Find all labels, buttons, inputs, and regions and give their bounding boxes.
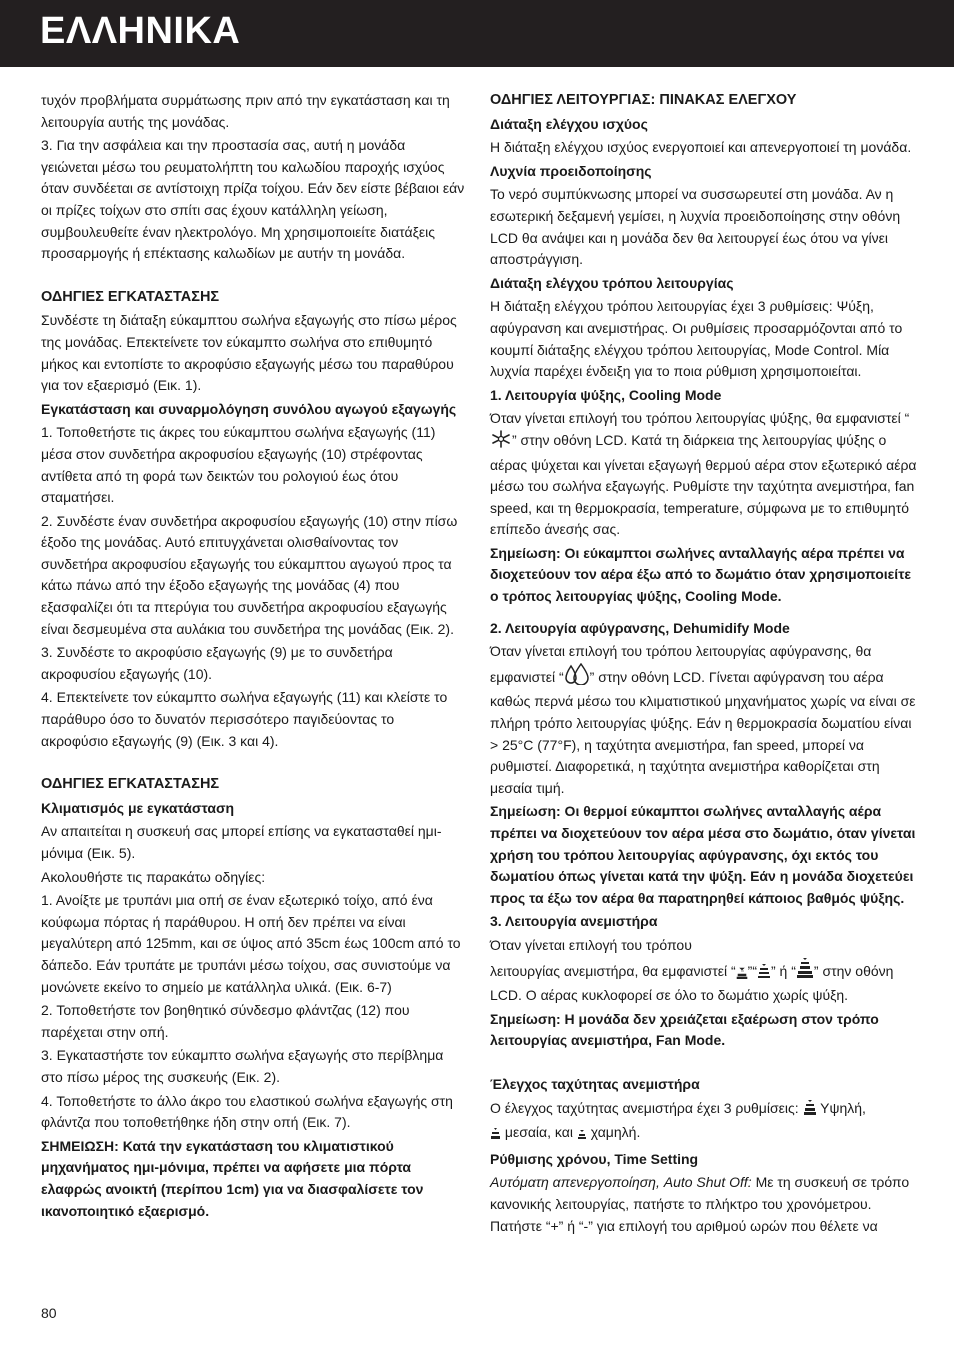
assembly-step: 4. Επεκτείνετε τον εύκαμπτο σωλήνα εξαγωγής (11) και κλείστε το παράθυρο όσο το δυνατόν περισσότερο παγιδεύοντας το ακροφύσιο εξαγωγής (9) (Εικ. 3 και 4). <box>41 689 448 749</box>
install-heading-2: ΟΔΗΓΙΕΣ ΕΓΚΑΤΑΣΤΑΣΗΣ <box>41 776 220 793</box>
warning-light-heading: Λυχνία προειδοποίησης <box>490 162 652 179</box>
warning-light-text: Το νερό συμπύκνωσης μπορεί να συσσωρευτεί στη μονάδα. Αν η εσωτερική δεξαμενή γεμίσει, η λυχνία προειδοποίησης στην οθόνη LCD θα ανάψει και η μονάδα δεν θα λειτουργεί έως ότου να γίνει αποστράγγιση. <box>490 186 901 268</box>
mode-control-text: Η διάταξη ελέγχου τρόπου λειτουργίας έχει 3 ρυθμίσεις: Ψύξη, αφύγρανση και ανεμιστήρας. Οι ρυθμίσεις προσαρμόζονται από το κουμπί διάταξης ελέγχου τρόπου λειτουργίας, Mode Control. Μία λυχνία παρέχει ένδειξη για το ποια ρύθμιση χρησιμοποιείται. <box>490 298 903 380</box>
dehumidify-mode-text: Όταν γίνεται επιλογή του τρόπου λειτουργίας αφύγρανσης, θα εμφανιστεί “ ” στην οθόνη LCD. Γίνεται αφύγρανση του αέρα καθώς περνά μέσω του κλιματιστικού μηχανήματος χωρίς να είναι σε πλήρη τρόπο λειτουργίας ψύξης. Εάν η θερμοκρασία δωματίου είναι > 25°C (77°F), η ταχύτητα ανεμιστήρα, fan speed, μπορεί να ρυθμιστεί. Διαφορετικά, η ταχύτητα ανεμιστήρα καθορίζεται στη μεσαία τιμή. <box>490 643 916 796</box>
ac-step: 4. Τοποθετήστε το άλλο άκρο του ελαστικού σωλήνα εξαγωγής στη φλάντζα που τοποθετήθηκε ήδη στην οπή (Εικ. 7). <box>41 1092 453 1131</box>
right-column <box>490 90 917 1239</box>
cooling-mode-text: Όταν γίνεται επιλογή του τρόπου λειτουργίας ψύξης, θα εμφανιστεί “” στην οθόνη LCD. Κατά τη διάρκεια της λειτουργίας ψύξης ο αέρας ψύχεται και γίνεται εξαγωγή θερμού αέρα στον εξωτερικό αέρα μέσω του σωλήνα εξαγωγής. Ρυθμίστε την ταχύτητα ανεμιστήρα, fan speed, και τη θερμοκρασία, temperature, σύμφωνα με το επιθυμητό επίπεδο άνεσής σας. <box>490 410 917 538</box>
mode-control-heading: Διάταξη ελέγχου τρόπου λειτουργίας <box>490 274 734 291</box>
ac-step: 2. Τοποθετήστε τον βοηθητικό σύνδεσμο φλάντζας (12) που παρέχεται στην οπή. <box>41 1002 410 1040</box>
snowflake-icon <box>490 430 512 455</box>
fan-low-icon <box>577 1125 587 1147</box>
assembly-step: 2. Συνδέστε έναν συνδετήρα ακροφυσίου εξαγωγής (10) στην πίσω έξοδο της μονάδας. Αυτό επιτυγχάνεται ολισθαίνοντας τον συνδετήρα ακροφυσίου εξαγωγής του εύκαμπτου αγωγού προς τα κάτω πάνω από την έξοδο εξαγωγής της μονάδας (4) που εξασφαλίζει ότι τα πτερύγια του συνδετήρα ακροφυσίου εξαγωγής είναι δεσμευμένα στα αυλάκια του συνδετήρα της μονάδας (Εικ. 2). <box>41 512 458 637</box>
install-text: Συνδέστε τη διάταξη εύκαμπτου σωλήνα εξαγωγής στο πίσω μέρος της μονάδας. Επεκτείνετε τον εύκαμπτο σωλήνα στο επιθυμητό μήκος και εντοπίστε το ακροφύσιο εξαγωγής μέσω του παραθύρου για τον εξαερισμό (Εικ. 1). <box>41 312 457 394</box>
cooling-note: Σημείωση: Οι εύκαμπτοι σωλήνες ανταλλαγής αέρα πρέπει να διοχετεύουν τον αέρα έξω από το δωμάτιο όταν χρησιμοποιείτε ο τρόπος λειτουργίας ψύξης, Cooling Mode. <box>490 544 912 605</box>
control-panel-heading: ΟΔΗΓΙΕΣ ΛΕΙΤΟΥΡΓΙΑΣ: ΠΙΝΑΚΑΣ ΕΛΕΓΧΟΥ <box>490 92 797 108</box>
page-title: ΕΛΛΗΝΙΚΑ <box>40 10 241 52</box>
install-heading: ΟΔΗΓΙΕΣ ΕΓΚΑΤΑΣΤΑΣΗΣ <box>41 288 220 305</box>
cooling-mode-heading: 1. Λειτουργία ψύξης, Cooling Mode <box>490 386 722 403</box>
install-note: ΣΗΜΕΙΩΣΗ: Κατά την εγκατάσταση του κλιματιστικού μηχανήματος ημι-μόνιμα, πρέπει να αφήσετε μια πόρτα ελαφρώς ανοικτή (περίπου 1cm) για να διασφαλίσετε τον ικανοποιητικό εξαερισμό. <box>41 1137 424 1219</box>
fan-note: Σημείωση: Η μονάδα δεν χρειάζεται εξαέρωση στον τρόπο λειτουργίας ανεμιστήρα, Fan Mode. <box>490 1010 879 1049</box>
assembly-step: 3. Συνδέστε το ακροφύσιο εξαγωγής (9) με το συνδετήρα ακροφυσίου εξαγωγής (10). <box>41 644 393 682</box>
fan-low-icon <box>736 964 748 986</box>
dehumidify-mode-heading: 2. Λειτουργία αφύγρανσης, Dehumidify Mode <box>490 619 790 636</box>
fan-high-icon <box>803 1099 817 1123</box>
ac-install-heading: Κλιματισμός με εγκατάσταση <box>41 799 235 816</box>
intro-paragraph: τυχόν προβλήματα συρμάτωσης πριν από την εγκατάσταση και τη λειτουργία αυτής της μονάδας. <box>41 92 450 130</box>
water-drop-icon <box>564 663 590 692</box>
fan-medium-icon <box>490 1125 501 1147</box>
page-number: 80 <box>41 1305 57 1321</box>
fan-speed-heading: Έλεγχος ταχύτητας ανεμιστήρα <box>490 1075 700 1092</box>
ac-step: 3. Εγκαταστήστε τον εύκαμπτο σωλήνα εξαγωγής στο περίβλημα στο πίσω μέρος της συσκευής (Εικ. 2). <box>41 1047 444 1085</box>
dehumidify-note: Σημείωση: Οι θερμοί εύκαμπτοι σωλήνες ανταλλαγής αέρα πρέπει να διοχετεύουν τον αέρα μέσα στο δωμάτιο, όταν γίνεται χρήση του τρόπου λειτουργίας αφύγρανσης, όχι εκτός του δωματίου όπως γίνεται κατά την ψύξη. Εάν η μονάδα διοχετεύει προς τα έξω τον αέρα θα παρατηρηθεί κάποιος βαθμός ψύξης. <box>490 803 916 906</box>
fan-speed-text: Ο έλεγχος ταχύτητας ανεμιστήρα έχει 3 ρυθμίσεις: Υψηλή, μεσαία, και χαμηλή. <box>490 1098 917 1147</box>
fan-mode-text: Όταν γίνεται επιλογή του τρόπου λειτουργίας ανεμιστήρα, θα εμφανιστεί “ ”“ ” ή “ ” στην οθόνη LCD. Ο αέρας κυκλοφορεί σε όλο το δωμάτιο χωρίς ψύξη. <box>490 936 894 1004</box>
left-column <box>41 90 465 1224</box>
fan-medium-icon <box>757 963 771 986</box>
ac-step: 1. Ανοίξτε με τρυπάνι μια οπή σε έναν εξωτερικό τοίχο, από ένα κούφωμα πόρτας ή παράθυρου. Η οπή δεν πρέπει να είναι μεγαλύτερη από 125mm, και σε ύψος από 35cm έως 100cm από το δάπεδο. Εάν τρυπάτε με τρυπάνι μέσω τοίχου, σας συνιστούμε να μονώνετε εκείνο το σημείο με κατάλληλα υλικά. (Εικ. 6-7) <box>41 892 461 995</box>
assembly-step: 1. Τοποθετήστε τις άκρες του εύκαμπτου σωλήνα εξαγωγής (11) μέσα στον συνδετήρα ακροφυσίου εξαγωγής (10) στρέφοντας αντίθετα από τη φορά των δεικτών του ρολογιού έως ότου σταματήσει. <box>41 424 436 506</box>
assembly-heading: Εγκατάσταση και συναρμολόγηση συνόλου αγωγού εξαγωγής <box>41 400 457 417</box>
grounding-paragraph: 3. Για την ασφάλεια και την προστασία σας, αυτή η μονάδα γειώνεται μέσω του ρευματολήπτη του καλωδίου παροχής ισχύος όταν συνδέεται σε αντίστοιχη πρίζα τοίχου. Εάν δεν είστε βέβαιοι εάν οι πρίζες τοίχων στο σπίτι σας έχουν κατάλληλη γείωση, συμβουλευθείτε έναν ηλεκτρολόγο. Μη χρησιμοποιείτε διατάξεις προσαρμογής ή επέκτασης καλωδίων με αυτήν τη μονάδα. <box>41 137 465 262</box>
power-control-text: Η διάταξη ελέγχου ισχύος ενεργοποιεί και απενεργοποιεί τη μονάδα. <box>490 139 912 156</box>
fan-high-icon <box>796 957 814 986</box>
time-setting-text: Αυτόματη απενεργοποίηση, Auto Shut Off: Με τη συσκευή σε τρόπο κανονικής λειτουργίας, πατήστε το πλήκτρο του χρονόμετρου. Πατήστε “+” ή “-” για επιλογή του αριθμού ωρών που θέλετε να <box>490 1174 910 1234</box>
power-control-heading: Διάταξη ελέγχου ισχύος <box>490 115 648 132</box>
follow-instructions: Ακολουθήστε τις παρακάτω οδηγίες: <box>41 868 266 885</box>
header-bar <box>0 0 954 67</box>
time-setting-heading: Ρύθμισης χρόνου, Time Setting <box>490 1150 699 1167</box>
ac-install-text: Αν απαιτείται η συσκευή σας μπορεί επίσης να εγκατασταθεί ημι-μόνιμα (Εικ. 5). <box>41 823 442 861</box>
fan-mode-heading: 3. Λειτουργία ανεμιστήρα <box>490 913 658 930</box>
